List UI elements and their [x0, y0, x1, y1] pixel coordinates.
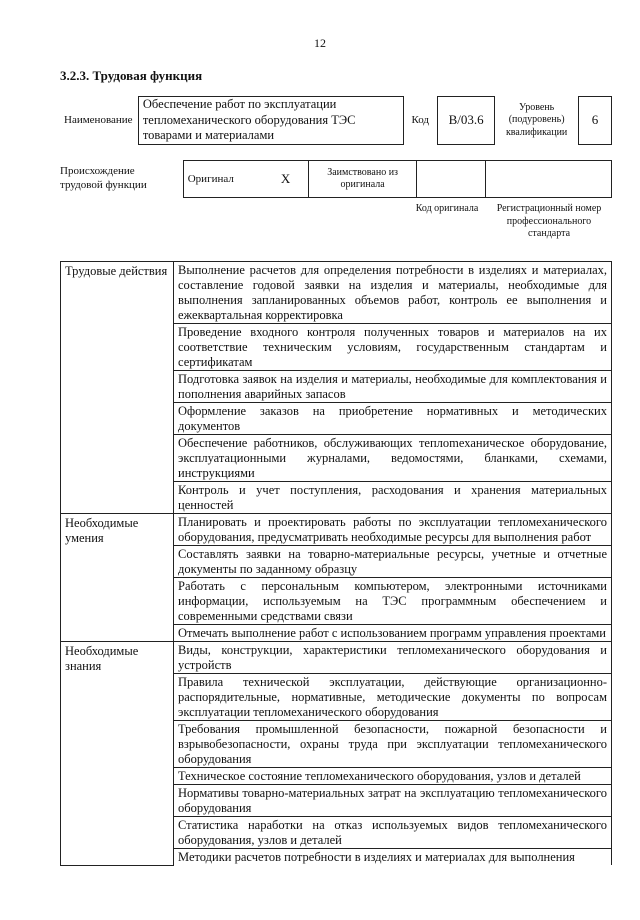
required-skills-item: Составлять заявки на товарно-материальные ресурсы, учетные и отчетные документы по заданному образцу — [174, 546, 612, 578]
labor-actions-item: Обеспечение работников, обслуживающих теплomеханическое оборудование, эксплуатационными журналами, ведомостями, бланками, схемами, инструкциями — [174, 435, 612, 482]
required-knowledge-item: Техническое состояние тепломеханического оборудования, узлов и деталей — [174, 768, 612, 785]
required-skills-item: Отмечать выполнение работ с использованием программ управления проектами — [174, 625, 612, 642]
function-name: Обеспечение работ по эксплуатации тепломеханического оборудования ТЭС товарами и материалами — [138, 97, 403, 145]
labor-actions-item: Подготовка заявок на изделия и материалы, необходимые для комплектования и пополнения аварийных запасов — [174, 371, 612, 403]
name-label: Наименование — [64, 114, 133, 127]
original-label: Оригинал — [183, 161, 263, 198]
required-knowledge-label: Необходимые знания — [61, 642, 174, 866]
labor-function-table — [60, 261, 612, 866]
level-label: Уровень (подуровень) квалификации — [505, 101, 568, 138]
origin-table — [60, 160, 612, 198]
required-knowledge-item: Виды, конструкции, характеристики тепломеханического оборудования и устройств — [174, 642, 612, 674]
required-knowledge-item: Методики расчетов потребности в изделиях и материалах для выполнения — [174, 849, 612, 866]
origin-label: Происхождение трудовой функции — [60, 165, 147, 191]
table-row — [61, 262, 612, 324]
labor-actions-item: Выполнение расчетов для определения потребности в изделиях и материалах, составление годовой заявки на изделия и материалы, необходимые для выполнения запланированных объемов работ, контроль ее выполнения и ежеквартальная корректировка — [174, 262, 612, 324]
required-knowledge-item: Правила технической эксплуатации, действующие организационно-распорядительные, нормативные, методические документы по вопросам эксплуатации тепломеханического оборудования — [174, 674, 612, 721]
borrowed-label: Заимствовано из оригинала — [309, 161, 417, 198]
reg-number-caption: Регистрационный номер профессионального стандарта — [496, 203, 602, 239]
original-mark: X — [263, 161, 309, 198]
required-knowledge-item: Нормативы товарно-материальных затрат на эксплуатацию тепломеханического оборудования — [174, 785, 612, 817]
required-knowledge-item: Требования промышленной безопасности, пожарной безопасности и взрывобезопасности, охраны труда при эксплуатации тепломеханического оборудования — [174, 721, 612, 768]
table-row — [61, 514, 612, 546]
function-header-table — [60, 96, 612, 145]
required-skills-item: Планировать и проектировать работы по эксплуатации тепломеханического оборудования, предусматривать необходимые ресурсы для выполнения работ — [174, 514, 612, 546]
table-row — [61, 642, 612, 674]
labor-actions-item: Оформление заказов на приобретение нормативных и методических документов — [174, 403, 612, 435]
function-code: В/03.6 — [437, 97, 495, 145]
reg-number-cell — [486, 161, 612, 198]
origin-code-caption: Код оригинала — [415, 203, 479, 214]
section-title: 3.2.3. Трудовая функция — [60, 68, 203, 83]
code-label: Код — [411, 114, 430, 127]
required-skills-label: Необходимые умения — [61, 514, 174, 642]
origin-code-cell — [417, 161, 486, 198]
labor-actions-item: Контроль и учет поступления, расходования и хранения материальных ценностей — [174, 482, 612, 514]
required-knowledge-item: Статистика наработки на отказ используемых видов тепломеханического оборудования, узлов и деталей — [174, 817, 612, 849]
qualification-level: 6 — [578, 97, 611, 145]
labor-actions-item: Проведение входного контроля полученных товаров и материалов на их соответствие техническим условиям, государственным стандартам и сертификатам — [174, 324, 612, 371]
labor-actions-label: Трудовые действия — [61, 262, 174, 514]
required-skills-item: Работать с персональным компьютером, электронными источниками информации, используемым на ТЭС программным обеспечением и современными средствами связи — [174, 578, 612, 625]
page-number: 12 — [314, 36, 326, 50]
